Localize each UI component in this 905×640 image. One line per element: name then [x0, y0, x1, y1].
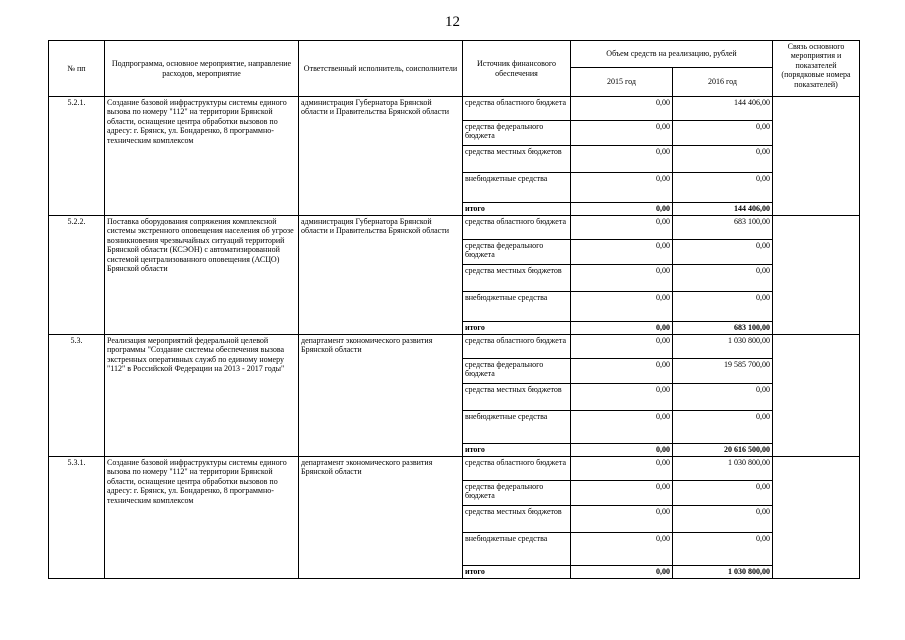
total-2015: 0,00	[571, 444, 673, 457]
total-label: итого	[463, 203, 571, 216]
header-link: Связь основного мероприятия и показателей (порядковые номера показателей)	[773, 41, 860, 97]
header-source: Источник финансового обеспечения	[463, 41, 571, 97]
total-label: итого	[463, 566, 571, 579]
amount-2016: 1 030 800,00	[673, 457, 773, 481]
amount-2015: 0,00	[571, 359, 673, 384]
header-number: № пп	[49, 41, 105, 97]
funding-source: средства местных бюджетов	[463, 384, 571, 411]
total-2015: 0,00	[571, 566, 673, 579]
funding-source: внебюджетные средства	[463, 292, 571, 322]
funding-source: внебюджетные средства	[463, 411, 571, 444]
amount-2015: 0,00	[571, 533, 673, 566]
amount-2016: 19 585 700,00	[673, 359, 773, 384]
funding-source: средства федерального бюджета	[463, 359, 571, 384]
funding-source: средства областного бюджета	[463, 97, 571, 121]
amount-2015: 0,00	[571, 97, 673, 121]
row-executor: администрация Губернатора Брянской области и Правительства Брянской области	[299, 216, 463, 335]
amount-2015: 0,00	[571, 384, 673, 411]
amount-2015: 0,00	[571, 146, 673, 173]
row-program: Создание базовой инфраструктуры системы единого вызова по номеру "112" на территории Брянской области, оснащение центра обработки вызовов по адресу: г. Брянск, ул. Бондаренко, 8 программно-техническим комплексом	[105, 97, 299, 216]
row-program: Реализация мероприятий федеральной целевой программы "Создание системы обеспечения вызова экстренных оперативных служб по единому номеру "112" в Российской Федерации на 2013 - 2017 годы"	[105, 335, 299, 457]
table-row	[49, 97, 860, 121]
header-year-2016: 2016 год	[673, 68, 773, 97]
amount-2016: 0,00	[673, 265, 773, 292]
amount-2016: 0,00	[673, 411, 773, 444]
row-number: 5.2.1.	[49, 97, 105, 216]
funding-source: внебюджетные средства	[463, 173, 571, 203]
table-body	[49, 97, 860, 579]
amount-2015: 0,00	[571, 335, 673, 359]
amount-2015: 0,00	[571, 292, 673, 322]
row-executor: администрация Губернатора Брянской области и Правительства Брянской области	[299, 97, 463, 216]
amount-2015: 0,00	[571, 411, 673, 444]
total-2016: 683 100,00	[673, 322, 773, 335]
row-program: Создание базовой инфраструктуры системы единого вызова по номеру "112" на территории Брянской области, оснащение центра обработки вызовов по адресу: г. Брянск, ул. Бондаренко, 8 программно-техническим комплексом	[105, 457, 299, 579]
amount-2015: 0,00	[571, 173, 673, 203]
amount-2015: 0,00	[571, 481, 673, 506]
amount-2015: 0,00	[571, 216, 673, 240]
total-label: итого	[463, 322, 571, 335]
row-number: 5.3.	[49, 335, 105, 457]
funding-source: средства областного бюджета	[463, 216, 571, 240]
funding-source: средства федерального бюджета	[463, 481, 571, 506]
funding-source: средства областного бюджета	[463, 335, 571, 359]
header-executor: Ответственный исполнитель, соисполнители	[299, 41, 463, 97]
header-program: Подпрограмма, основное мероприятие, направление расходов, мероприятие	[105, 41, 299, 97]
amount-2016: 1 030 800,00	[673, 335, 773, 359]
row-executor: департамент экономического развития Брянской области	[299, 335, 463, 457]
row-link	[773, 216, 860, 335]
amount-2016: 0,00	[673, 384, 773, 411]
amount-2015: 0,00	[571, 506, 673, 533]
row-link	[773, 457, 860, 579]
amount-2016: 0,00	[673, 292, 773, 322]
funding-source: внебюджетные средства	[463, 533, 571, 566]
amount-2015: 0,00	[571, 265, 673, 292]
amount-2016: 683 100,00	[673, 216, 773, 240]
amount-2015: 0,00	[571, 240, 673, 265]
row-number: 5.3.1.	[49, 457, 105, 579]
row-number: 5.2.2.	[49, 216, 105, 335]
row-executor: департамент экономического развития Брянской области	[299, 457, 463, 579]
total-label: итого	[463, 444, 571, 457]
amount-2016: 0,00	[673, 173, 773, 203]
funding-source: средства федерального бюджета	[463, 240, 571, 265]
total-2015: 0,00	[571, 322, 673, 335]
header-amount: Объем средств на реализацию, рублей	[571, 41, 773, 68]
table-row	[49, 335, 860, 359]
amount-2015: 0,00	[571, 121, 673, 146]
total-2016: 1 030 800,00	[673, 566, 773, 579]
budget-table	[48, 40, 860, 579]
amount-2016: 0,00	[673, 533, 773, 566]
amount-2016: 0,00	[673, 146, 773, 173]
amount-2016: 0,00	[673, 121, 773, 146]
total-2015: 0,00	[571, 203, 673, 216]
funding-source: средства областного бюджета	[463, 457, 571, 481]
amount-2016: 0,00	[673, 481, 773, 506]
row-link	[773, 335, 860, 457]
funding-source: средства федерального бюджета	[463, 121, 571, 146]
header-year-2015: 2015 год	[571, 68, 673, 97]
table-row	[49, 457, 860, 481]
row-program: Поставка оборудования сопряжения комплексной системы экстренного оповещения населения об угрозе возникновения чрезвычайных ситуаций территорий Брянской области (КСЭОН) с автоматизированной системой централизованного оповещения (АСЦО) Брянской области	[105, 216, 299, 335]
page-number: 12	[445, 14, 460, 30]
funding-source: средства местных бюджетов	[463, 146, 571, 173]
amount-2016: 144 406,00	[673, 97, 773, 121]
amount-2016: 0,00	[673, 506, 773, 533]
amount-2016: 0,00	[673, 240, 773, 265]
amount-2015: 0,00	[571, 457, 673, 481]
total-2016: 144 406,00	[673, 203, 773, 216]
total-2016: 20 616 500,00	[673, 444, 773, 457]
row-link	[773, 97, 860, 216]
funding-source: средства местных бюджетов	[463, 265, 571, 292]
funding-source: средства местных бюджетов	[463, 506, 571, 533]
table-row	[49, 216, 860, 240]
